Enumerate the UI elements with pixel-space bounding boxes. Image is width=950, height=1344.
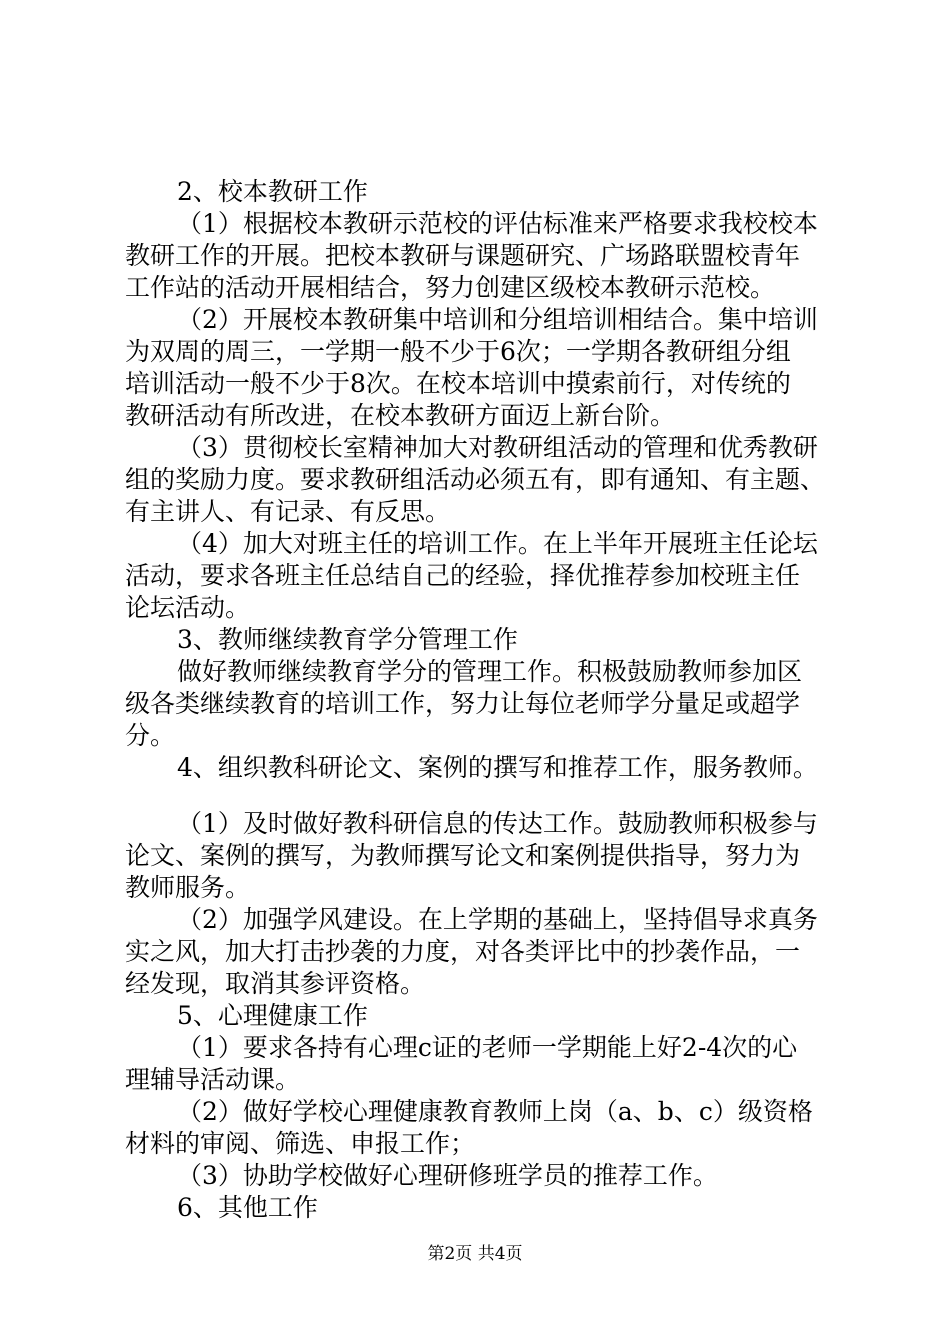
section-heading-5: 5、心理健康工作 (177, 1001, 368, 1030)
paragraph-line: 为双周的周三，一学期一般不少于6次；一学期各教研组分组 (125, 337, 791, 366)
section-heading-2: 2、校本教研工作 (177, 177, 368, 206)
paragraph-line: 理辅导活动课。 (125, 1065, 301, 1094)
section-heading-3: 3、教师继续教育学分管理工作 (177, 625, 518, 654)
paragraph-line: 教师服务。 (125, 873, 251, 902)
paragraph-line: 教研活动有所改进，在校本教研方面迈上新台阶。 (125, 401, 676, 430)
paragraph-line: （2）开展校本教研集中培训和分组培训相结合。集中培训 (177, 305, 818, 334)
paragraph-line: （4）加大对班主任的培训工作。在上半年开展班主任论坛 (177, 529, 818, 558)
paragraph-line: 论坛活动。 (125, 593, 251, 622)
paragraph-line: 分。 (125, 721, 176, 750)
paragraph-line: 教研工作的开展。把校本教研与课题研究、广场路联盟校青年 (125, 241, 801, 270)
paragraph-line: （1）及时做好教科研信息的传达工作。鼓励教师积极参与 (177, 809, 818, 838)
paragraph-line: 经发现，取消其参评资格。 (125, 969, 426, 998)
paragraph-line: （2）做好学校心理健康教育教师上岗（a、b、c）级资格 (177, 1097, 813, 1126)
paragraph-line: 培训活动一般不少于8次。在校本培训中摸索前行，对传统的 (125, 369, 791, 398)
page-number-footer: 第2页 共4页 (427, 1244, 523, 1264)
paragraph-line: 做好教师继续教育学分的管理工作。积极鼓励教师参加区 (177, 657, 803, 686)
section-heading-6: 6、其他工作 (177, 1193, 318, 1222)
section-heading-4: 4、组织教科研论文、案例的撰写和推荐工作，服务教师。 (177, 753, 818, 782)
paragraph-line: 实之风，加大打击抄袭的力度，对各类评比中的抄袭作品，一 (125, 937, 801, 966)
paragraph-line: 级各类继续教育的培训工作，努力让每位老师学分量足或超学 (125, 689, 801, 718)
paragraph-line: 工作站的活动开展相结合，努力创建区级校本教研示范校。 (125, 273, 776, 302)
paragraph-line: 组的奖励力度。要求教研组活动必须五有，即有通知、有主题、 (125, 465, 826, 494)
paragraph-line: （1）根据校本教研示范校的评估标准来严格要求我校校本 (177, 209, 818, 238)
paragraph-line: 论文、案例的撰写，为教师撰写论文和案例提供指导，努力为 (125, 841, 801, 870)
paragraph-line: （3）贯彻校长室精神加大对教研组活动的管理和优秀教研 (177, 433, 818, 462)
paragraph-line: （1）要求各持有心理c证的老师一学期能上好2-4次的心 (177, 1033, 798, 1062)
paragraph-line: 有主讲人、有记录、有反思。 (125, 497, 451, 526)
paragraph-line: 活动，要求各班主任总结自己的经验，择优推荐参加校班主任 (125, 561, 801, 590)
paragraph-line: 材料的审阅、筛选、申报工作； (125, 1129, 476, 1158)
paragraph-line: （3）协助学校做好心理研修班学员的推荐工作。 (177, 1161, 718, 1190)
paragraph-line: （2）加强学风建设。在上学期的基础上，坚持倡导求真务 (177, 905, 818, 934)
